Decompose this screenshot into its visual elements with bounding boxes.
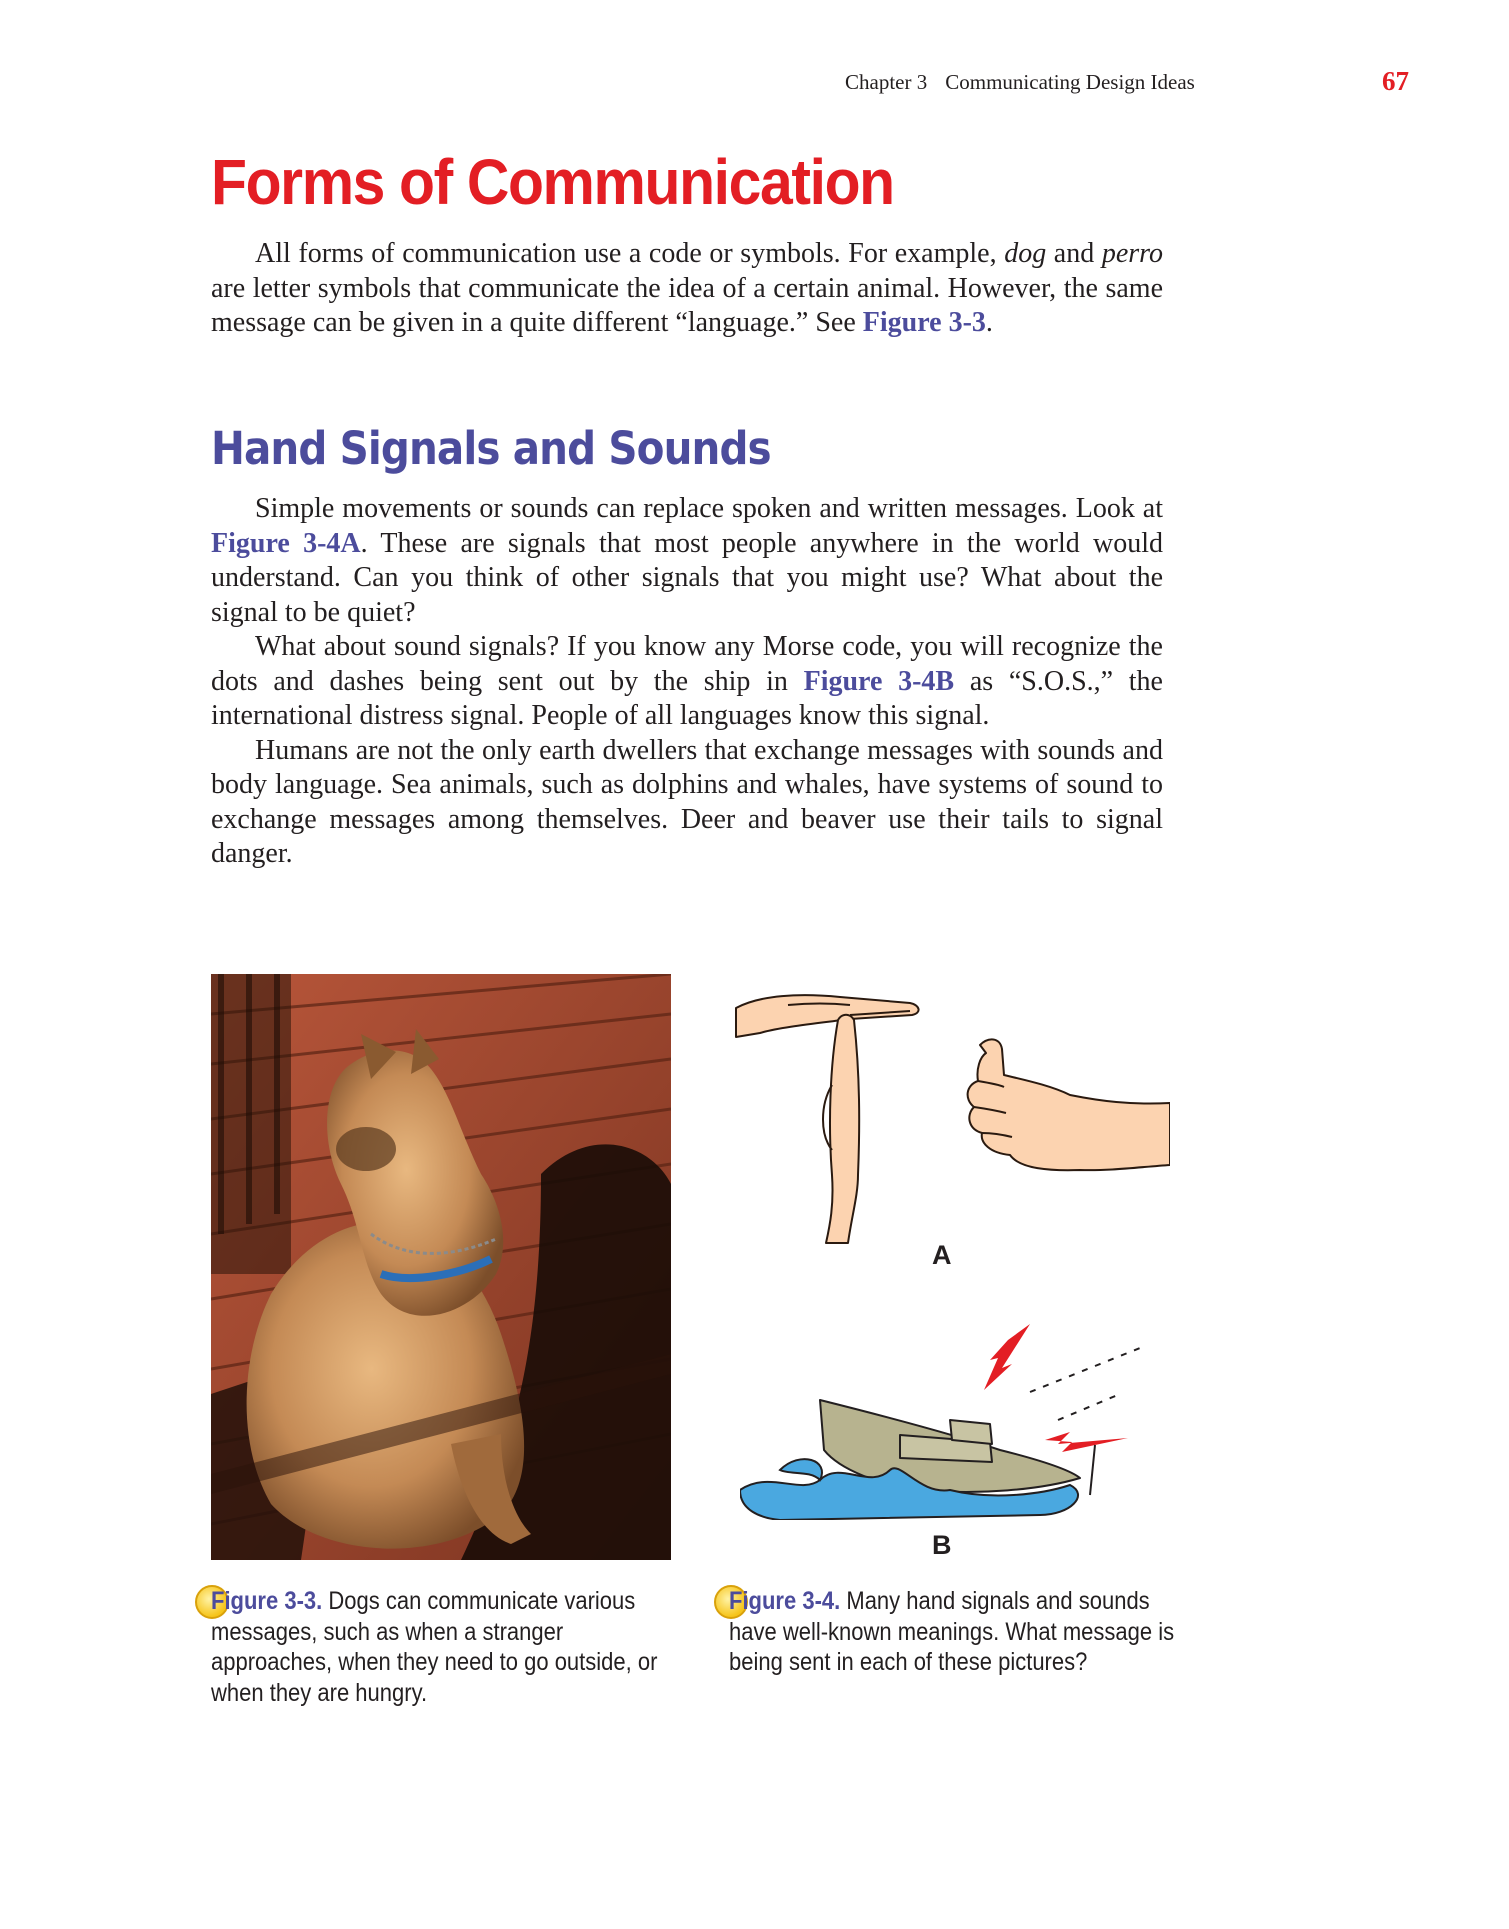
figure-3-4a-reference: Figure 3-4A — [211, 527, 361, 559]
paragraph-animals: Humans are not the only earth dwellers that exchange messages with sounds and body language. Sea animals, such as dolphins and whales, have systems of sound to exchange messages among themselves. Deer and beaver use their tails to signal danger. — [211, 734, 1163, 869]
intro-paragraph: All forms of communication use a code or symbols. For example, dog and perro are letter symbols that communicate the idea of a certain animal. However, the same message can be given in a quite different “language.” See Figure 3-3. — [211, 238, 1163, 338]
page-number: 67 — [1382, 66, 1409, 96]
paragraph-sound-signals: What about sound signals? If you know any Morse code, you will recognize the dots and dashes being sent out by the ship in Figure 3-4B as “S.O.S.,” the international distress signal. People of all languages know this signal. — [211, 631, 1163, 731]
figure-3-4-label: Figure 3-4. — [729, 1587, 841, 1615]
chapter-title: Communicating Design Ideas — [945, 70, 1195, 94]
figure-3-3-caption: Figure 3-3. Dogs can communicate various messages, such as when a stranger approaches, when they need to go outside, or when they are hungry. — [211, 1587, 658, 1707]
section-heading: Forms of Communication — [211, 146, 894, 218]
figure-3-3-reference: Figure 3-3 — [862, 307, 986, 338]
subsection-heading: Hand Signals and Sounds — [211, 422, 771, 475]
chapter-number: Chapter 3 — [845, 70, 928, 94]
paragraph-hand-signals: Simple movements or sounds can replace spoken and written messages. Look at Figure 3-4A. These are signals that most people anywhere in the world would understand. Can you think of other signals that you might use? What about the signal to be quiet? — [211, 493, 1163, 628]
word-dog: dog — [1004, 238, 1047, 269]
hand-signals-illustration — [720, 975, 1170, 1245]
word-perro: perro — [1101, 238, 1163, 269]
running-head — [845, 70, 1195, 95]
figure-3-4b-reference: Figure 3-4B — [803, 665, 955, 697]
dog-photo — [211, 974, 671, 1560]
figure-3-4-part-b-label: B — [932, 1530, 952, 1560]
intro-paragraph-block — [211, 237, 1163, 341]
figure-3-4-part-a-label: A — [932, 1240, 952, 1270]
figure-3-4-caption: Figure 3-4. Many hand signals and sounds have well-known meanings. What message is being sent in each of these pictures? — [729, 1587, 1175, 1676]
sinking-ship-illustration — [740, 1320, 1150, 1520]
subsection-body — [211, 492, 1163, 872]
figure-3-3-label: Figure 3-3. — [211, 1587, 323, 1615]
